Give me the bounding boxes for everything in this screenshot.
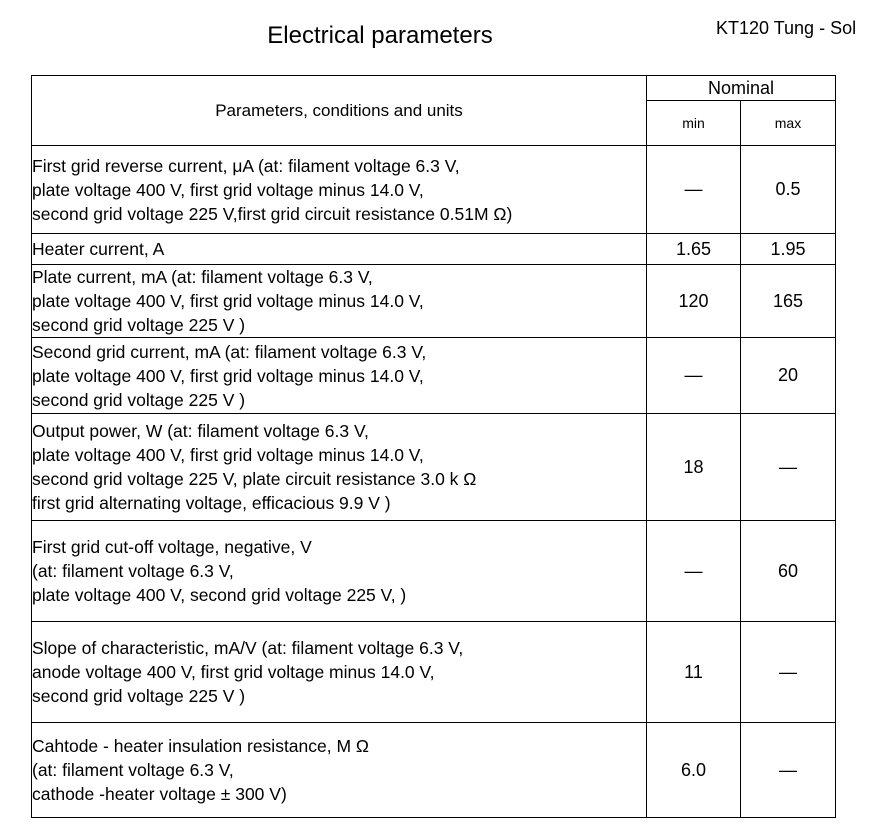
column-header-max: max xyxy=(741,101,836,146)
table-row xyxy=(32,723,836,818)
parameter-line: Heater current, A xyxy=(32,239,165,259)
parameter-line: Slope of characteristic, mA/V (at: filament voltage 6.3 V, xyxy=(32,638,464,658)
parameter-line: First grid reverse current, μA (at: filament voltage 6.3 V, xyxy=(32,155,460,176)
parameter-line: second grid voltage 225 V, plate circuit resistance 3.0 k Ω xyxy=(32,469,477,489)
min-value-cell: — xyxy=(647,338,741,414)
parameter-line: plate voltage 400 V, second grid voltage 225 V, ) xyxy=(32,585,407,605)
parameters-table xyxy=(31,75,836,818)
parameter-cell xyxy=(32,414,647,521)
parameter-line: plate voltage 400 V, first grid voltage minus 14.0 V, xyxy=(32,365,424,386)
table-row xyxy=(32,622,836,723)
parameter-line: first grid alternating voltage, efficacious 9.9 V ) xyxy=(32,493,391,513)
header-row xyxy=(32,76,836,101)
min-value-cell: 1.65 xyxy=(647,234,741,265)
max-value-cell: 60 xyxy=(741,521,836,622)
column-header-nominal: Nominal xyxy=(647,76,836,101)
parameter-line: First grid cut-off voltage, negative, V xyxy=(32,537,312,557)
min-value-cell: 11 xyxy=(647,622,741,723)
parameter-cell xyxy=(32,723,647,818)
table-row xyxy=(32,521,836,622)
parameter-cell xyxy=(32,622,647,723)
table-row xyxy=(32,234,836,265)
parameter-line: plate voltage 400 V, first grid voltage minus 14.0 V, xyxy=(32,445,424,465)
parameter-line: second grid voltage 225 V,first grid circuit resistance 0.51M Ω) xyxy=(32,203,513,224)
max-value-cell: 165 xyxy=(741,265,836,338)
max-value-cell: 20 xyxy=(741,338,836,414)
parameter-line: second grid voltage 225 V ) xyxy=(32,686,246,706)
table-row xyxy=(32,265,836,338)
min-value-cell: 120 xyxy=(647,265,741,338)
parameter-line: Plate current, mA (at: filament voltage 6.3 V, xyxy=(32,267,373,287)
table-row xyxy=(32,414,836,521)
min-value-cell: — xyxy=(647,146,741,234)
min-value-cell: 18 xyxy=(647,414,741,521)
column-header-min: min xyxy=(647,101,741,146)
parameter-cell xyxy=(32,234,647,265)
max-value-cell: — xyxy=(741,414,836,521)
table-row xyxy=(32,146,836,234)
min-value-cell: 6.0 xyxy=(647,723,741,818)
max-value-cell: 1.95 xyxy=(741,234,836,265)
parameter-line: (at: filament voltage 6.3 V, xyxy=(32,760,234,780)
parameter-line: plate voltage 400 V, first grid voltage minus 14.0 V, xyxy=(32,291,424,311)
parameter-line: Cahtode - heater insulation resistance, M Ω xyxy=(32,736,370,756)
max-value-cell: — xyxy=(741,723,836,818)
column-header-parameters: Parameters, conditions and units xyxy=(32,76,647,146)
max-value-cell: — xyxy=(741,622,836,723)
parameter-cell xyxy=(32,146,647,234)
parameter-cell xyxy=(32,265,647,338)
max-value-cell: 0.5 xyxy=(741,146,836,234)
parameter-line: second grid voltage 225 V ) xyxy=(32,315,246,335)
parameter-line: cathode -heater voltage ± 300 V) xyxy=(32,784,287,804)
page-title: Electrical parameters xyxy=(267,22,493,49)
model-name: KT120 Tung - Sol xyxy=(716,18,857,38)
parameter-cell xyxy=(32,521,647,622)
min-value-cell: — xyxy=(647,521,741,622)
parameter-line: Second grid current, mA (at: filament voltage 6.3 V, xyxy=(32,341,427,362)
table-row xyxy=(32,338,836,414)
parameter-line: second grid voltage 225 V ) xyxy=(32,389,246,410)
parameter-line: Output power, W (at: filament voltage 6.3 V, xyxy=(32,421,369,441)
parameter-line: anode voltage 400 V, first grid voltage minus 14.0 V, xyxy=(32,662,435,682)
parameter-line: (at: filament voltage 6.3 V, xyxy=(32,561,234,581)
parameter-cell xyxy=(32,338,647,414)
parameter-line: plate voltage 400 V, first grid voltage minus 14.0 V, xyxy=(32,179,424,200)
